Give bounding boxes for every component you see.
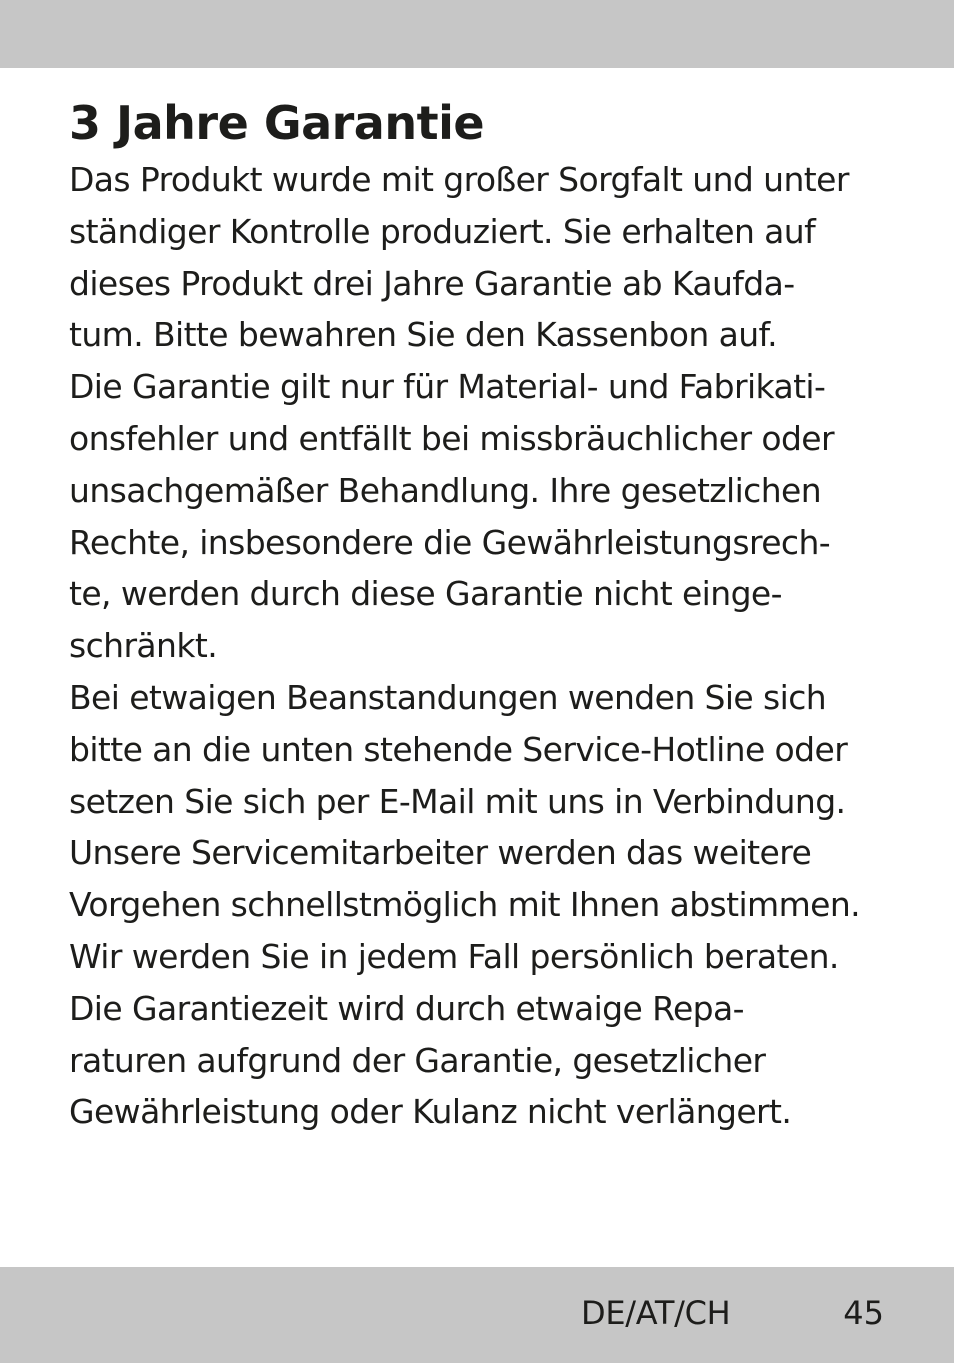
text-line: tum. Bitte bewahren Sie den Kassenbon auf.	[69, 315, 778, 355]
footer-bar	[0, 1267, 954, 1363]
text-line: setzen Sie sich per E-Mail mit uns in Verbindung.	[69, 781, 846, 821]
page-number: 45	[843, 1294, 884, 1332]
text-line: dieses Produkt drei Jahre Garantie ab Kaufda-	[69, 263, 795, 303]
text-line: ständiger Kontrolle produziert. Sie erhalten auf	[69, 211, 816, 251]
text-line: Gewährleistung oder Kulanz nicht verlängert.	[69, 1092, 792, 1132]
text-line: Bei etwaigen Beanstandungen wenden Sie sich	[69, 677, 827, 717]
text-line: Die Garantie gilt nur für Material- und Fabrikati-	[69, 367, 826, 407]
text-line: Unsere Servicemitarbeiter werden das weitere	[69, 833, 812, 873]
text-line: Wir werden Sie in jedem Fall persönlich beraten.	[69, 936, 839, 976]
text-line: Rechte, insbesondere die Gewährleistungsrech-	[69, 522, 831, 562]
text-line: Die Garantiezeit wird durch etwaige Repa-	[69, 988, 744, 1028]
top-bar	[0, 0, 954, 68]
body-text	[69, 154, 899, 1138]
footer-language-label: DE/AT/CH	[581, 1294, 731, 1332]
page-content	[69, 92, 899, 1138]
text-line: Das Produkt wurde mit großer Sorgfalt und unter	[69, 160, 849, 199]
text-line: raturen aufgrund der Garantie, gesetzlicher	[69, 1040, 766, 1080]
page-title: 3 Jahre Garantie	[69, 96, 485, 150]
text-line: te, werden durch diese Garantie nicht einge-	[69, 574, 782, 614]
text-line: schränkt.	[69, 626, 218, 666]
text-line: bitte an die unten stehende Service-Hotline oder	[69, 729, 848, 769]
text-line: onsfehler und entfällt bei missbräuchlicher oder	[69, 418, 834, 458]
text-line: unsachgemäßer Behandlung. Ihre gesetzlichen	[69, 470, 822, 510]
text-line: Vorgehen schnellstmöglich mit Ihnen abstimmen.	[69, 885, 861, 925]
